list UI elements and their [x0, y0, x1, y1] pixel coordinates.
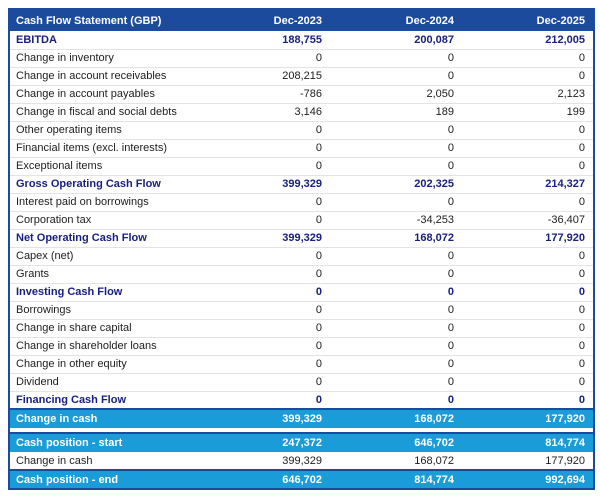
table-row: [9, 229, 594, 247]
row-label: Change in other equity: [9, 355, 198, 373]
table-row: [9, 319, 594, 337]
row-value: 168,072: [330, 452, 462, 470]
table-row: [9, 85, 594, 103]
row-value: 814,774: [462, 433, 594, 452]
row-value: 646,702: [198, 470, 330, 489]
row-value: 2,123: [462, 85, 594, 103]
row-value: 0: [462, 157, 594, 175]
row-value: 247,372: [198, 433, 330, 452]
row-label: Change in inventory: [9, 49, 198, 67]
table-row: [9, 283, 594, 301]
row-value: -34,253: [330, 211, 462, 229]
table-row: [9, 301, 594, 319]
row-value: 399,329: [198, 175, 330, 193]
table-body: [9, 31, 594, 489]
row-value: 0: [198, 283, 330, 301]
table-title: Cash Flow Statement (GBP): [9, 9, 198, 31]
row-value: 992,694: [462, 470, 594, 489]
row-label: Change in cash: [9, 452, 198, 470]
row-value: 399,329: [198, 452, 330, 470]
row-value: 0: [462, 355, 594, 373]
row-value: 188,755: [198, 31, 330, 49]
table-row: [9, 67, 594, 85]
table-row: [9, 355, 594, 373]
row-label: Change in shareholder loans: [9, 337, 198, 355]
row-value: 0: [330, 49, 462, 67]
row-label: Other operating items: [9, 121, 198, 139]
row-value: 0: [198, 211, 330, 229]
row-label: EBITDA: [9, 31, 198, 49]
row-label: Change in cash: [9, 409, 198, 428]
row-value: 0: [462, 391, 594, 409]
row-value: 0: [462, 337, 594, 355]
row-value: 0: [198, 121, 330, 139]
row-value: 0: [330, 139, 462, 157]
column-header-dec-2025: Dec-2025: [462, 9, 594, 31]
row-label: Change in account payables: [9, 85, 198, 103]
row-label: Cash position - end: [9, 470, 198, 489]
cash-flow-statement: [8, 8, 595, 490]
row-label: Investing Cash Flow: [9, 283, 198, 301]
cash-flow-table: [8, 8, 595, 490]
table-row: [9, 452, 594, 470]
row-value: 202,325: [330, 175, 462, 193]
row-value: 814,774: [330, 470, 462, 489]
row-value: 0: [330, 67, 462, 85]
row-value: 0: [462, 301, 594, 319]
table-row: [9, 211, 594, 229]
row-value: 0: [198, 337, 330, 355]
column-header-dec-2024: Dec-2024: [330, 9, 462, 31]
row-value: 0: [462, 49, 594, 67]
row-value: 0: [330, 265, 462, 283]
table-row: [9, 193, 594, 211]
table-row: [9, 31, 594, 49]
table-row: [9, 391, 594, 409]
table-row: [9, 470, 594, 489]
row-value: 0: [198, 391, 330, 409]
row-value: 168,072: [330, 409, 462, 428]
row-label: Change in fiscal and social debts: [9, 103, 198, 121]
row-value: 177,920: [462, 409, 594, 428]
row-value: 0: [198, 265, 330, 283]
row-value: 189: [330, 103, 462, 121]
row-value: 0: [462, 283, 594, 301]
row-value: 0: [198, 373, 330, 391]
row-label: Net Operating Cash Flow: [9, 229, 198, 247]
row-value: 0: [330, 121, 462, 139]
row-value: 212,005: [462, 31, 594, 49]
table-row: [9, 373, 594, 391]
row-value: 0: [198, 157, 330, 175]
row-value: 0: [330, 391, 462, 409]
row-label: Corporation tax: [9, 211, 198, 229]
row-value: 214,327: [462, 175, 594, 193]
row-value: 208,215: [198, 67, 330, 85]
table-row: [9, 337, 594, 355]
row-value: 0: [462, 121, 594, 139]
row-value: 0: [198, 301, 330, 319]
row-value: 3,146: [198, 103, 330, 121]
table-row: [9, 175, 594, 193]
table-row: [9, 103, 594, 121]
table-row: [9, 433, 594, 452]
row-label: Exceptional items: [9, 157, 198, 175]
row-value: 0: [462, 247, 594, 265]
row-value: 177,920: [462, 452, 594, 470]
row-label: Cash position - start: [9, 433, 198, 452]
row-value: 0: [330, 373, 462, 391]
row-value: 0: [462, 265, 594, 283]
row-value: 0: [462, 139, 594, 157]
row-value: 0: [330, 193, 462, 211]
table-row: [9, 49, 594, 67]
row-label: Financial items (excl. interests): [9, 139, 198, 157]
row-value: 0: [330, 301, 462, 319]
table-row: [9, 247, 594, 265]
row-value: -36,407: [462, 211, 594, 229]
row-value: 0: [330, 355, 462, 373]
row-value: 0: [198, 319, 330, 337]
row-label: Grants: [9, 265, 198, 283]
row-label: Interest paid on borrowings: [9, 193, 198, 211]
column-header-dec-2023: Dec-2023: [198, 9, 330, 31]
table-row: [9, 121, 594, 139]
row-value: 0: [330, 157, 462, 175]
row-value: 0: [462, 193, 594, 211]
row-value: 0: [198, 355, 330, 373]
row-value: -786: [198, 85, 330, 103]
row-value: 0: [462, 67, 594, 85]
row-value: 199: [462, 103, 594, 121]
row-value: 0: [330, 337, 462, 355]
row-label: Dividend: [9, 373, 198, 391]
row-value: 2,050: [330, 85, 462, 103]
row-value: 0: [462, 373, 594, 391]
row-value: 168,072: [330, 229, 462, 247]
row-value: 399,329: [198, 409, 330, 428]
table-row: [9, 409, 594, 428]
row-value: 0: [198, 139, 330, 157]
row-label: Borrowings: [9, 301, 198, 319]
row-label: Change in account receivables: [9, 67, 198, 85]
row-value: 646,702: [330, 433, 462, 452]
row-value: 0: [330, 319, 462, 337]
row-value: 0: [462, 319, 594, 337]
row-value: 0: [330, 247, 462, 265]
table-row: [9, 139, 594, 157]
table-row: [9, 265, 594, 283]
row-value: 177,920: [462, 229, 594, 247]
row-value: 0: [198, 49, 330, 67]
table-header-row: [9, 9, 594, 31]
table-row: [9, 157, 594, 175]
row-value: 0: [198, 193, 330, 211]
row-value: 0: [330, 283, 462, 301]
row-value: 200,087: [330, 31, 462, 49]
row-label: Change in share capital: [9, 319, 198, 337]
row-label: Financing Cash Flow: [9, 391, 198, 409]
row-label: Capex (net): [9, 247, 198, 265]
row-value: 399,329: [198, 229, 330, 247]
row-label: Gross Operating Cash Flow: [9, 175, 198, 193]
row-value: 0: [198, 247, 330, 265]
